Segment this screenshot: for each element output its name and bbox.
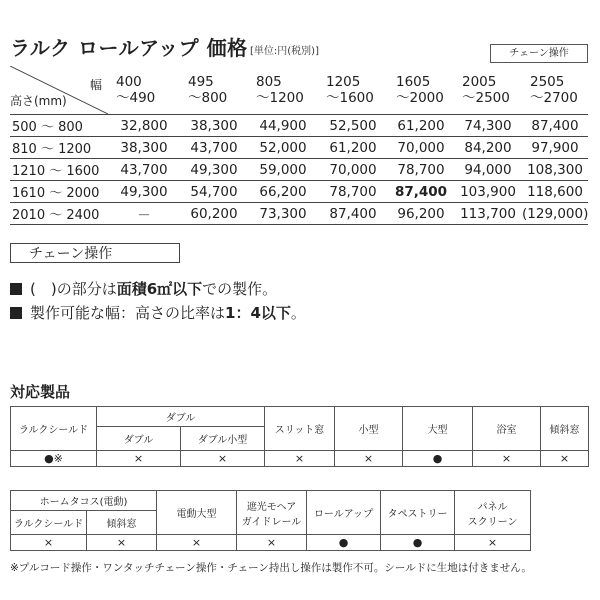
price-cell: 59,000 xyxy=(248,159,318,181)
compat-mark: × xyxy=(97,451,181,467)
price-cell: 94,000 xyxy=(454,159,522,181)
chain-operation-tag: チェーン操作 xyxy=(490,44,588,63)
price-cell: 103,900 xyxy=(454,181,522,203)
price-cell: 78,700 xyxy=(388,159,454,181)
compat-mark: × xyxy=(335,451,403,467)
price-table xyxy=(10,66,588,225)
price-header-row xyxy=(10,66,588,115)
price-cell: 87,400 xyxy=(318,203,388,225)
price-cell: 78,700 xyxy=(318,181,388,203)
price-row xyxy=(10,159,588,181)
chain-operation-box: チェーン操作 xyxy=(10,243,180,263)
col-rollup: ロールアップ xyxy=(307,491,381,535)
price-cell: 87,400 xyxy=(522,115,588,137)
col-slope: 傾斜窓 xyxy=(541,407,589,451)
products-title: 対応製品 xyxy=(10,383,71,401)
height-axis-label: 高さ(mm) xyxy=(10,94,67,108)
footnote: ※プルコード操作・ワンタッチチェーン操作・チェーン持出し操作は製作不可。シールドに生地は付きません。 xyxy=(10,562,532,574)
price-cell: 43,700 xyxy=(108,159,180,181)
page-title: ラルク ロールアップ 価格 xyxy=(10,36,248,60)
price-cell-highlighted: 87,400 xyxy=(388,181,454,203)
col-panel-screen: パネル スクリーン xyxy=(455,491,531,535)
note-ratio-limit: 製作可能な幅：高さの比率は1：4以下。 xyxy=(10,302,306,323)
compat-mark: ● xyxy=(381,535,455,551)
width-col-header: 1605 ～2000 xyxy=(388,66,454,115)
compat-mark: × xyxy=(455,535,531,551)
width-col-header: 495 ～800 xyxy=(180,66,248,115)
height-range: 1610 ～ 2000 xyxy=(10,181,108,203)
group-home-tacos: ホームタコス(電動) xyxy=(11,491,157,511)
price-row xyxy=(10,115,588,137)
compat-mark: × xyxy=(11,535,87,551)
col-slope: 傾斜窓 xyxy=(87,511,157,535)
price-cell: － xyxy=(108,203,180,225)
price-cell: 118,600 xyxy=(522,181,588,203)
square-bullet-icon xyxy=(10,283,22,295)
width-col-header: 805 ～1200 xyxy=(248,66,318,115)
width-col-header: 1205 ～1600 xyxy=(318,66,388,115)
price-cell: 38,300 xyxy=(108,137,180,159)
height-range: 1210 ～ 1600 xyxy=(10,159,108,181)
col-power-large: 電動大型 xyxy=(157,491,237,535)
compat-mark: × xyxy=(157,535,237,551)
col-small: 小型 xyxy=(335,407,403,451)
width-col-header: 2005 ～2500 xyxy=(454,66,522,115)
compat-mark: × xyxy=(237,535,307,551)
price-corner-cell xyxy=(10,66,108,115)
height-range: 2010 ～ 2400 xyxy=(10,203,108,225)
compat-mark: ● xyxy=(307,535,381,551)
col-rarc-shield: ラルクシールド xyxy=(11,511,87,535)
products-table-1 xyxy=(10,406,589,467)
price-cell: (129,000) xyxy=(522,203,588,225)
price-cell: 84,200 xyxy=(454,137,522,159)
price-cell: 73,300 xyxy=(248,203,318,225)
price-cell: 61,200 xyxy=(318,137,388,159)
price-cell: 38,300 xyxy=(180,115,248,137)
price-cell: 32,800 xyxy=(108,115,180,137)
col-large: 大型 xyxy=(403,407,473,451)
height-range: 810 ～ 1200 xyxy=(10,137,108,159)
price-cell: 49,300 xyxy=(108,181,180,203)
price-cell: 96,200 xyxy=(388,203,454,225)
compat-mark: × xyxy=(265,451,335,467)
price-cell: 70,000 xyxy=(318,159,388,181)
compat-mark: × xyxy=(541,451,589,467)
price-cell: 108,300 xyxy=(522,159,588,181)
col-blackout-guide-rail: 遮光モヘア ガイドレール xyxy=(237,491,307,535)
width-axis-label: 幅 xyxy=(89,78,102,92)
col-bath: 浴室 xyxy=(473,407,541,451)
price-cell: 44,900 xyxy=(248,115,318,137)
compat-mark: × xyxy=(473,451,541,467)
group-double: ダブル xyxy=(97,407,265,427)
price-cell: 113,700 xyxy=(454,203,522,225)
compat-mark: ● xyxy=(403,451,473,467)
price-cell: 60,200 xyxy=(180,203,248,225)
width-col-header: 400 ～490 xyxy=(108,66,180,115)
note-area-limit: ( )の部分は面積6㎡以下での製作。 xyxy=(10,278,277,299)
price-row xyxy=(10,203,588,225)
price-cell: 52,500 xyxy=(318,115,388,137)
square-bullet-icon xyxy=(10,307,22,319)
compat-mark: × xyxy=(87,535,157,551)
col-double: ダブル xyxy=(97,427,181,451)
compat-mark: ●※ xyxy=(11,451,97,467)
price-cell: 61,200 xyxy=(388,115,454,137)
col-rarc-shield: ラルクシールド xyxy=(11,407,97,451)
price-row xyxy=(10,137,588,159)
compat-mark: × xyxy=(181,451,265,467)
price-cell: 49,300 xyxy=(180,159,248,181)
col-tapestry: タペストリー xyxy=(381,491,455,535)
height-range: 500 ～ 800 xyxy=(10,115,108,137)
price-cell: 43,700 xyxy=(180,137,248,159)
col-slit: スリット窓 xyxy=(265,407,335,451)
price-cell: 97,900 xyxy=(522,137,588,159)
price-cell: 70,000 xyxy=(388,137,454,159)
price-row xyxy=(10,181,588,203)
price-cell: 54,700 xyxy=(180,181,248,203)
price-cell: 66,200 xyxy=(248,181,318,203)
unit-note: [単位:円(税別)] xyxy=(250,46,319,57)
products-table-2 xyxy=(10,490,531,551)
price-cell: 74,300 xyxy=(454,115,522,137)
price-cell: 52,000 xyxy=(248,137,318,159)
col-double-small: ダブル小型 xyxy=(181,427,265,451)
width-col-header: 2505 ～2700 xyxy=(522,66,588,115)
